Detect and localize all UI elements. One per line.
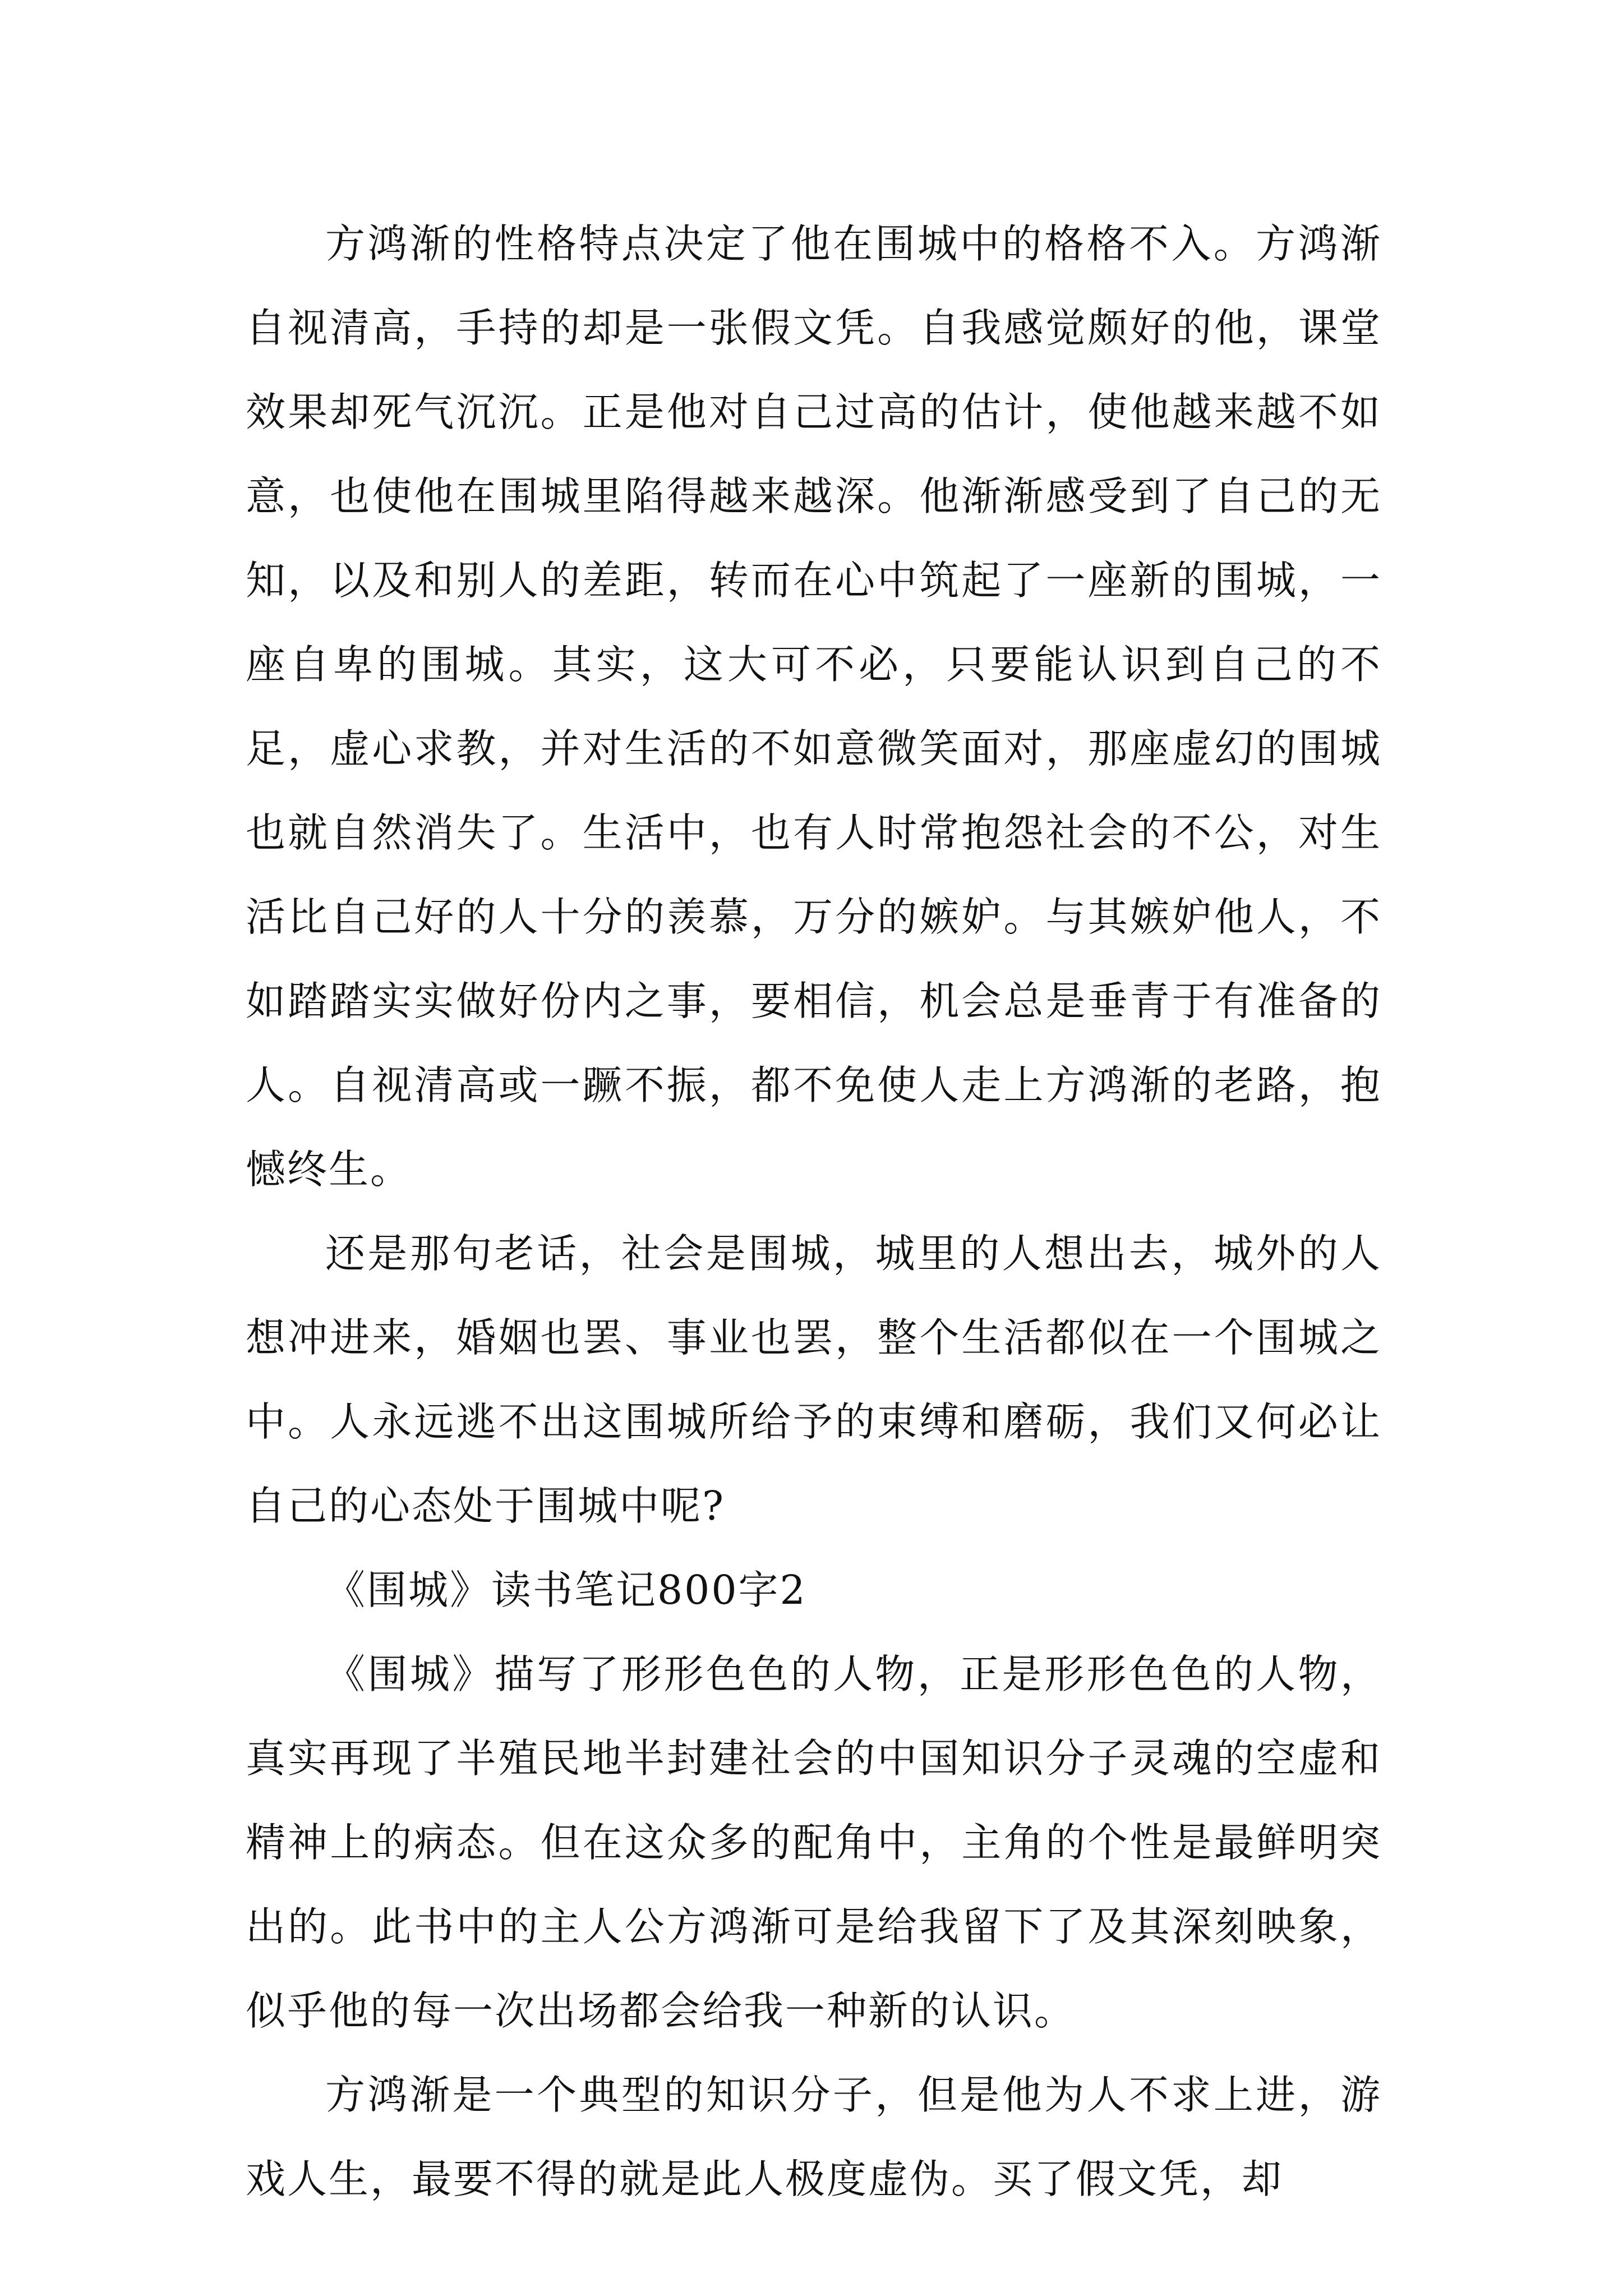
paragraph-2: 还是那句老话，社会是围城，城里的人想出去，城外的人想冲进来，婚姻也罢、事业也罢，整个生活都似在一个围城之中。人永远逃不出这围城所给予的束缚和磨砺，我们又何必让自己的心态处于围城中呢?	[246, 1230, 1382, 1529]
paragraph-3: 《围城》描写了形形色色的人物，正是形形色色的人物，真实再现了半殖民地半封建社会的中国知识分子灵魂的空虚和精神上的病态。但在这众多的配角中，主角的个性是最鲜明突出的。此书中的主人公方鸿渐可是给我留下了及其深刻映象，似乎他的每一次出场都会给我一种新的认识。	[246, 1651, 1382, 2034]
section-title: 《围城》读书笔记800字2	[325, 1567, 807, 1613]
paragraph-1: 方鸿渐的性格特点决定了他在围城中的格格不入。方鸿渐自视清高，手持的却是一张假文凭。自我感觉颇好的他，课堂效果却死气沉沉。正是他对自己过高的估计，使他越来越不如意，也使他在围城里陷得越来越深。他渐渐感受到了自己的无知，以及和别人的差距，转而在心中筑起了一座新的围城，一座自卑的围城。其实，这大可不必，只要能认识到自己的不足，虚心求教，并对生活的不如意微笑面对，那座虚幻的围城也就自然消失了。生活中，也有人时常抱怨社会的不公，对生活比自己好的人十分的羡慕，万分的嫉妒。与其嫉妒他人，不如踏踏实实做好份内之事，要相信，机会总是垂青于有准备的人。自视清高或一蹶不振，都不免使人走上方鸿渐的老路，抱憾终生。	[246, 220, 1382, 1193]
paragraph-4: 方鸿渐是一个典型的知识分子，但是他为人不求上进，游戏人生，最要不得的就是此人极度虚伪。买了假文凭，却	[246, 2072, 1382, 2202]
body-text	[246, 202, 1382, 2221]
